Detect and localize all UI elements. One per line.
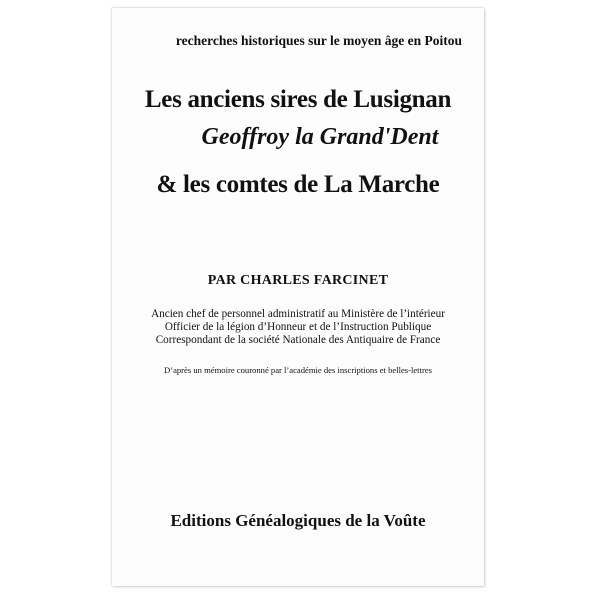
author-credential: Ancien chef de personnel administratif au Ministère de l’intérieur <box>151 308 445 320</box>
book-title-line-2: Geoffroy la Grand'Dent <box>201 124 439 150</box>
memoire-note: D’après un mémoire couronné par l’académie des inscriptions et belles-lettres <box>164 365 432 375</box>
book-title-line-3: & les comtes de La Marche <box>156 171 440 198</box>
book-title-line-1: Les anciens sires de Lusignan <box>144 86 452 113</box>
series-title: recherches historiques sur le moyen âge en Poitou <box>175 33 462 48</box>
author-credential: Officier de la légion d’Honneur et de l’Instruction Publique <box>164 321 432 333</box>
author-credential: Correspondant de la société Nationale des Antiquaire de France <box>155 334 441 346</box>
publisher-name: Editions Généalogiques de la Voûte <box>170 511 426 530</box>
book-cover <box>112 8 484 586</box>
author-name: PAR CHARLES FARCINET <box>207 273 389 288</box>
